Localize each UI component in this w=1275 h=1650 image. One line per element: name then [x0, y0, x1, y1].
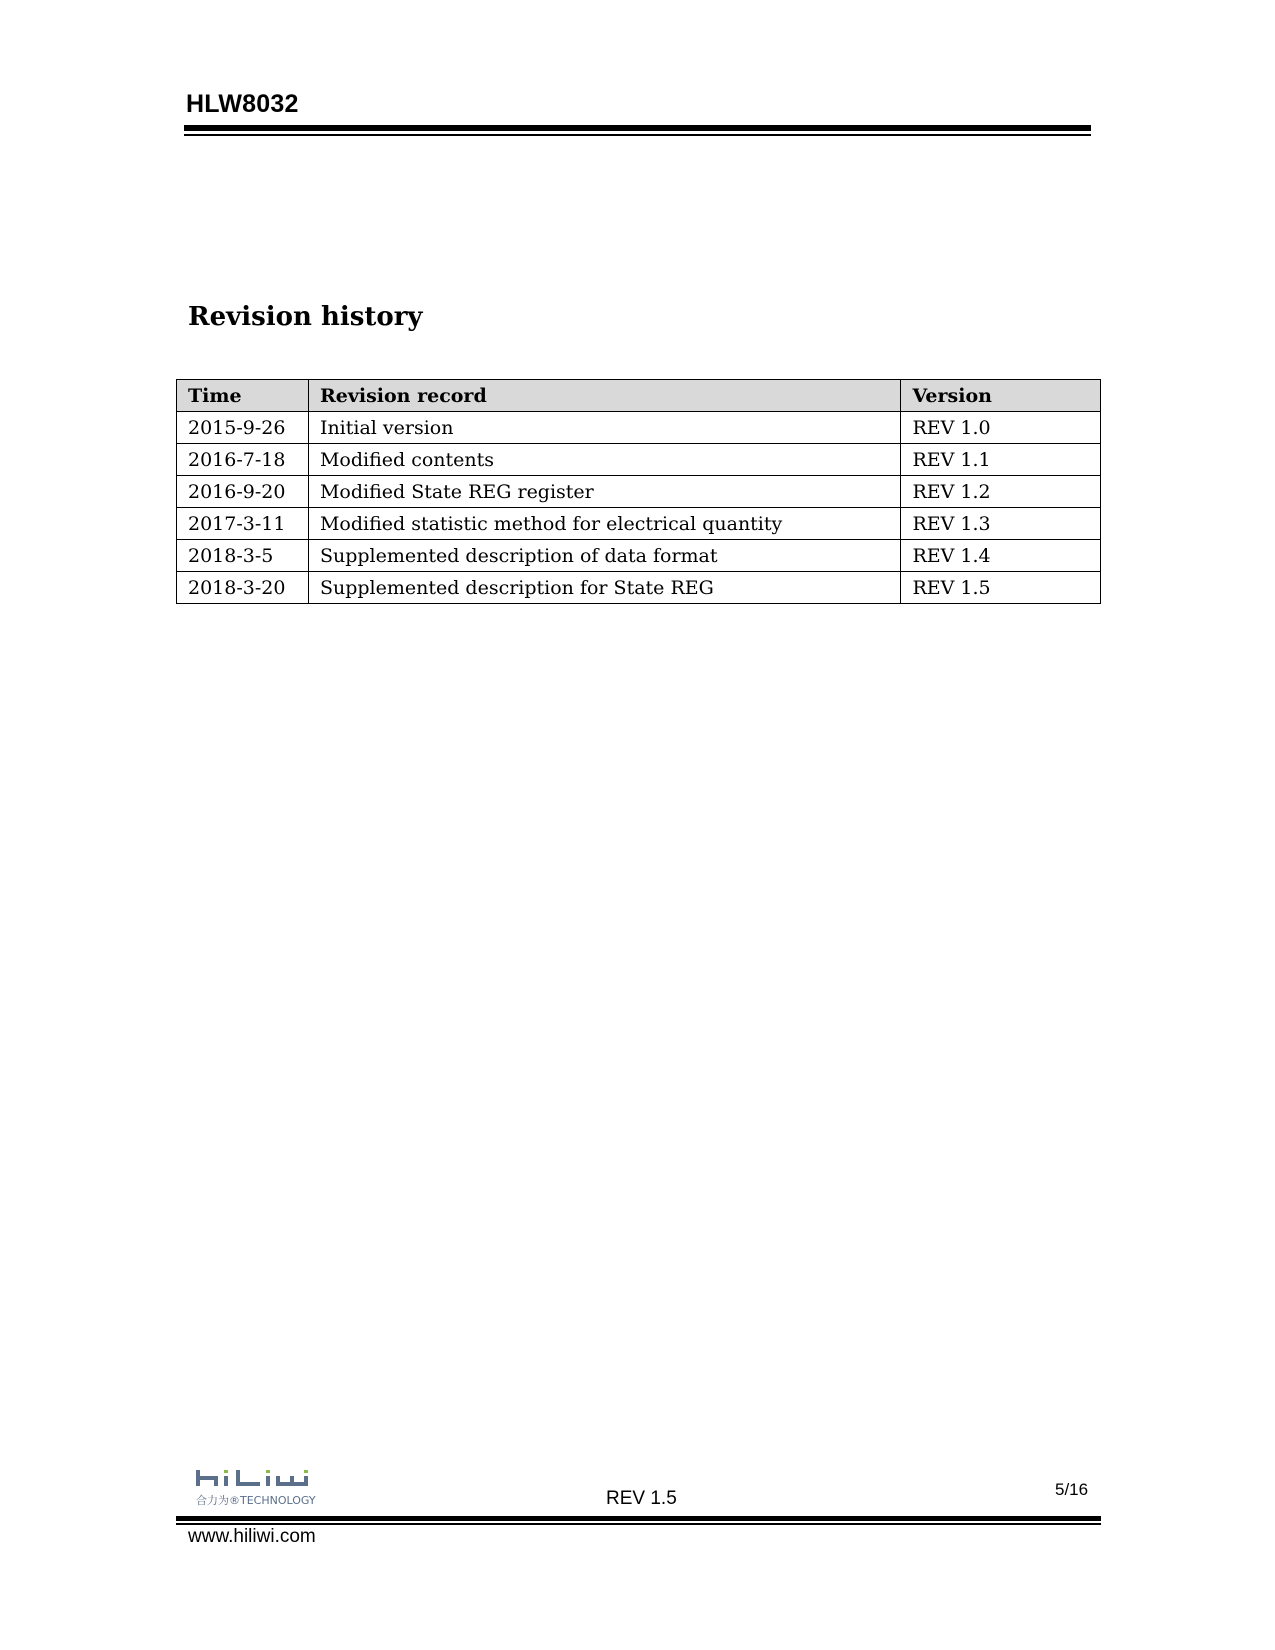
cell-record: Modified contents [308, 444, 901, 476]
footer-rule-thin [176, 1523, 1101, 1525]
table-row [177, 572, 1101, 604]
footer-revision: REV 1.5 [606, 1488, 677, 1509]
table-row [177, 508, 1101, 540]
table-header-row [177, 380, 1101, 412]
cell-time: 2018-3-5 [177, 540, 309, 572]
section-heading: Revision history [188, 302, 423, 332]
column-header-time: Time [177, 380, 309, 412]
column-header-revision-record: Revision record [308, 380, 901, 412]
cell-version: REV 1.2 [901, 476, 1101, 508]
cell-record: Initial version [308, 412, 901, 444]
cell-version: REV 1.4 [901, 540, 1101, 572]
header-rule-thin [184, 134, 1091, 136]
logo-subtext: 合力为®TECHNOLOGY [196, 1494, 316, 1507]
cell-time: 2016-7-18 [177, 444, 309, 476]
table-row [177, 412, 1101, 444]
revision-history-table [176, 379, 1101, 604]
cell-record: Supplemented description for State REG [308, 572, 901, 604]
table-row [177, 476, 1101, 508]
column-header-version: Version [901, 380, 1101, 412]
cell-version: REV 1.5 [901, 572, 1101, 604]
table-row [177, 444, 1101, 476]
footer-rule [176, 1516, 1101, 1521]
page-number: 5/16 [1055, 1480, 1089, 1499]
website-url: www.hiliwi.com [188, 1526, 316, 1547]
header-rule [184, 125, 1091, 131]
cell-record: Modified statistic method for electrical quantity [308, 508, 901, 540]
document-title: HLW8032 [186, 90, 299, 118]
cell-record: Supplemented description of data format [308, 540, 901, 572]
cell-time: 2015-9-26 [177, 412, 309, 444]
table-row [177, 540, 1101, 572]
cell-version: REV 1.0 [901, 412, 1101, 444]
cell-version: REV 1.1 [901, 444, 1101, 476]
cell-version: REV 1.3 [901, 508, 1101, 540]
cell-time: 2016-9-20 [177, 476, 309, 508]
cell-time: 2017-3-11 [177, 508, 309, 540]
cell-record: Modified State REG register [308, 476, 901, 508]
cell-time: 2018-3-20 [177, 572, 309, 604]
